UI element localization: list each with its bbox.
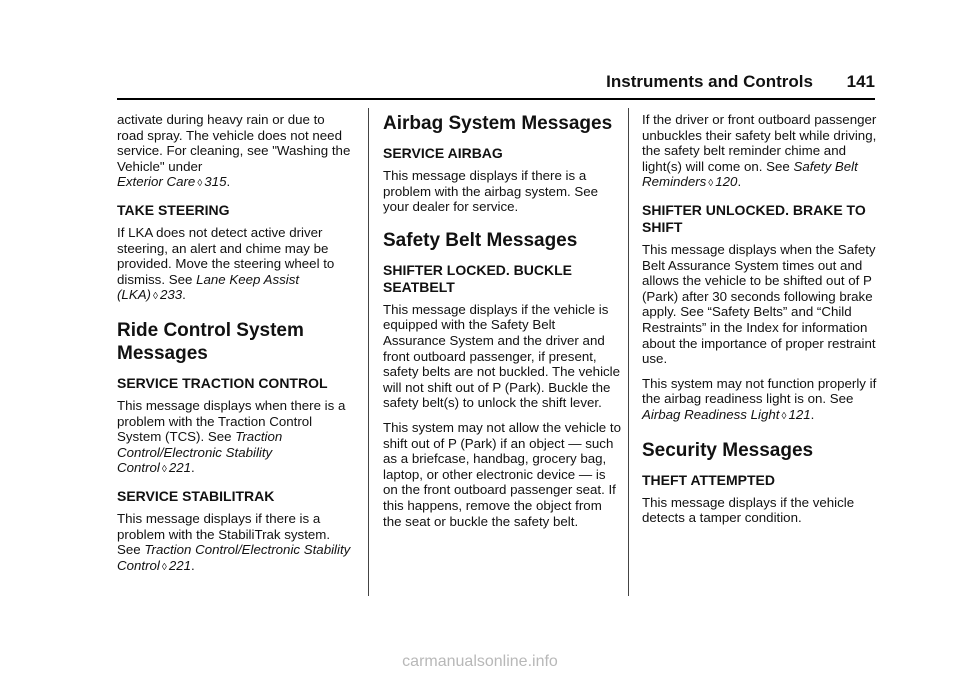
page-ref-icon: ◊: [781, 410, 787, 422]
page-ref-number[interactable]: 315: [204, 174, 227, 190]
page-ref-number[interactable]: 120: [715, 174, 738, 190]
column-3: [642, 112, 880, 535]
page-number: 141: [846, 72, 875, 91]
header-rule: [117, 98, 875, 100]
heading-service-traction: SERVICE TRACTION CONTROL: [117, 374, 328, 391]
cross-reference-link[interactable]: Airbag Readiness Light: [642, 406, 780, 422]
page-ref-icon: ◊: [153, 291, 158, 303]
section-title: Instruments and Controls: [606, 72, 813, 91]
paragraph: This system may not allow the vehicle to shift out of P (Park) if an object — such as a briefcase, handbag, grocery bag, laptop, or other electronic device — is on the front outboard passenger seat. If this happens, remove the object from the seat or buckle the safety belt.: [383, 419, 621, 529]
heading-theft-attempted: THEFT ATTEMPTED: [642, 471, 775, 488]
page-ref-icon: ◊: [708, 178, 714, 190]
column-divider: [368, 108, 369, 596]
column-divider: [628, 108, 629, 596]
page-ref-icon: ◊: [161, 464, 167, 476]
paragraph: This message displays if there is a problem with the airbag system. See your dealer for service.: [383, 168, 599, 215]
paragraph: This message displays when there is a problem with the Traction Control System (TCS). See Traction Control/Electronic Stability Control ◊ 221.: [117, 397, 346, 476]
page-ref-icon: ◊: [197, 178, 203, 190]
column-2: [383, 112, 621, 538]
paragraph: This message displays if the vehicle is equipped with the Safety Belt Assurance System and the driver and front outboard passenger, if present, safety belts are not buckled. The vehicle will not shift out of P (Park). Buckle the safety belt(s) to unlock the shift lever.: [383, 301, 621, 411]
heading-shifter-locked: SHIFTER LOCKED. BUCKLE SEATBELT: [383, 261, 572, 295]
paragraph: If LKA does not detect active driver steering, an alert and chime may be provided. Move the steering wheel to dismiss. See Lane Keep Assist (LKA) ◊ 233.: [117, 224, 335, 303]
cross-reference-link[interactable]: Traction Control/Electronic Stability Control: [117, 542, 351, 573]
page-ref-icon: ◊: [161, 561, 167, 573]
paragraph: This message displays when the Safety Belt Assurance System times out and allows the vehicle to be shifted out of P (Park) after 30 seconds following brake apply. See “Safety Belts” and “Child Restraints” in the Index for information about the importance of proper restraint use.: [642, 241, 876, 367]
page-ref-number[interactable]: 233: [159, 287, 183, 303]
watermark: carmanualsonline.info: [402, 653, 558, 670]
paragraph: activate during heavy rain or due to road spray. The vehicle does not need service. For cleaning, see "Washing the Vehicle" under Exterior Care ◊ 315.: [117, 112, 351, 190]
paragraph: This message displays if the vehicle detects a tamper condition.: [642, 494, 855, 526]
cross-reference-link[interactable]: Exterior Care: [117, 174, 196, 190]
heading-service-airbag: SERVICE AIRBAG: [383, 145, 503, 161]
cross-reference-link[interactable]: Traction Control/Electronic Stability Control: [117, 429, 283, 476]
heading-ride-control: Ride Control System Messages: [117, 319, 304, 364]
column-1: [117, 112, 352, 584]
heading-take-steering: TAKE STEERING: [117, 201, 230, 218]
heading-security-messages: Security Messages: [642, 439, 814, 461]
heading-airbag-messages: Airbag System Messages: [383, 113, 613, 134]
page-ref-number[interactable]: 121: [788, 406, 811, 422]
heading-shifter-unlocked: SHIFTER UNLOCKED. BRAKE TO SHIFT: [642, 201, 866, 235]
paragraph: This system may not function properly if the airbag readiness light is on. See Airbag Readiness Light ◊ 121.: [642, 375, 877, 422]
page-header: [117, 72, 875, 100]
heading-service-stabilitrak: SERVICE STABILITRAK: [117, 487, 275, 504]
heading-safety-belt-messages: Safety Belt Messages: [383, 229, 578, 251]
cross-reference-link[interactable]: Safety Belt Reminders: [642, 158, 858, 190]
paragraph: This message displays if there is a problem with the StabiliTrak system. See Traction Control/Electronic Stability Control ◊ 221.: [117, 510, 351, 573]
paragraph: If the driver or front outboard passenger unbuckles their safety belt while driving, the safety belt reminder chime and light(s) will come on. See Safety Belt Reminders ◊ 120.: [642, 112, 877, 190]
page-ref-number[interactable]: 221: [168, 557, 192, 573]
page-ref-number[interactable]: 221: [168, 460, 192, 476]
cross-reference-link[interactable]: Lane Keep Assist (LKA): [117, 271, 300, 303]
